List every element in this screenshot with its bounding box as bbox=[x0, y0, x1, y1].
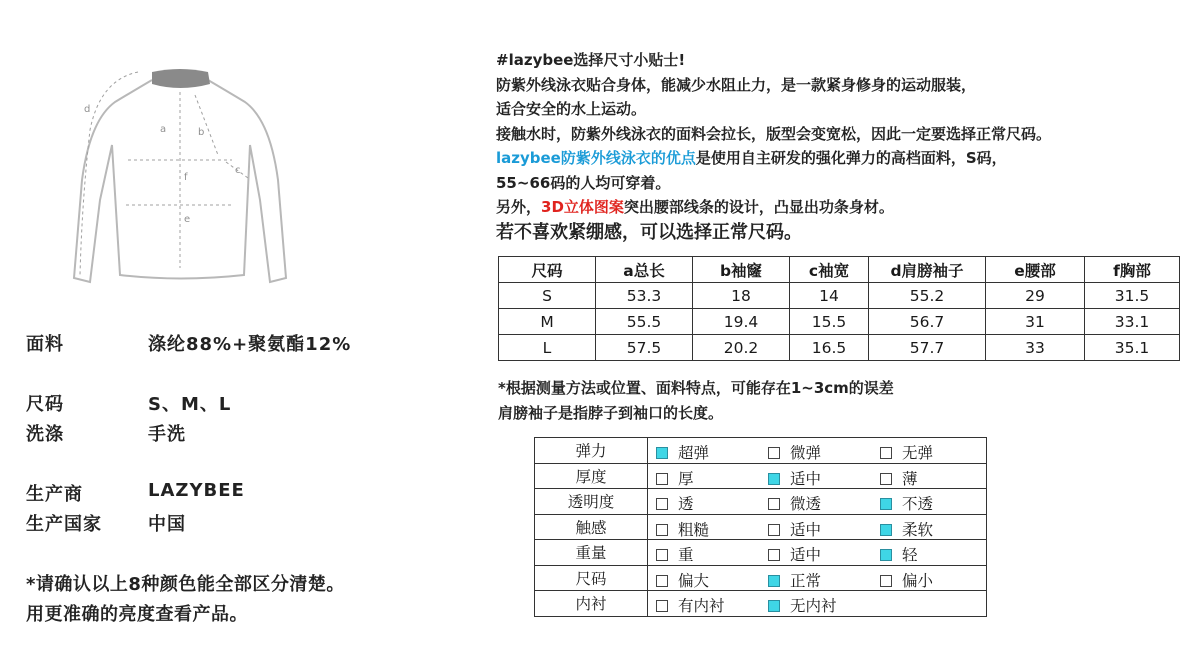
unchecked-box-icon[interactable] bbox=[656, 575, 668, 587]
feature-option-label: 偏小 bbox=[902, 571, 934, 590]
feature-label: 弹力 bbox=[535, 438, 648, 464]
feature-label: 厚度 bbox=[535, 463, 648, 489]
feature-option-label: 超弹 bbox=[678, 444, 710, 462]
spec-key: 生产商 bbox=[26, 484, 83, 505]
feature-options bbox=[648, 540, 987, 566]
spec-value: 手洗 bbox=[148, 424, 186, 445]
spec-value: LAZYBEE bbox=[148, 480, 245, 501]
header-cell: d肩膀袖子 bbox=[869, 257, 986, 283]
feature-option-label: 不透 bbox=[902, 495, 934, 513]
feature-option[interactable] bbox=[768, 518, 821, 540]
header-cell: a总长 bbox=[596, 257, 693, 283]
unchecked-box-icon[interactable] bbox=[656, 549, 668, 561]
label-a: a bbox=[160, 124, 167, 135]
feature-options bbox=[648, 565, 987, 591]
feature-option-label: 透 bbox=[678, 495, 694, 513]
header-cell: 尺码 bbox=[499, 257, 596, 283]
feature-option-label: 微弹 bbox=[790, 444, 822, 462]
checked-box-icon[interactable] bbox=[880, 524, 892, 536]
feature-option-label: 适中 bbox=[790, 520, 822, 539]
feature-options bbox=[648, 438, 987, 464]
tips-line bbox=[496, 195, 1051, 220]
footnotes bbox=[498, 376, 894, 426]
spec-key: 洗涤 bbox=[26, 424, 64, 445]
table-cell: 20.2 bbox=[693, 335, 790, 361]
tips-text: 突出腰部线条的设计，凸显出功条身材。 bbox=[623, 198, 894, 216]
table-cell: 18 bbox=[693, 283, 790, 309]
tips-highlight-blue: lazybee防紫外线泳衣的优点 bbox=[496, 149, 696, 167]
checked-box-icon[interactable] bbox=[880, 498, 892, 510]
feature-option-label: 正常 bbox=[790, 571, 822, 590]
feature-option[interactable] bbox=[768, 594, 837, 616]
table-cell: 33.1 bbox=[1085, 309, 1180, 335]
tips-line bbox=[496, 146, 1051, 171]
table-cell: 33 bbox=[986, 335, 1085, 361]
size-tips bbox=[496, 48, 1051, 246]
feature-options bbox=[648, 514, 987, 540]
feature-option[interactable] bbox=[656, 518, 709, 540]
feature-option[interactable] bbox=[880, 492, 933, 514]
collar-shape bbox=[152, 69, 210, 88]
feature-option[interactable] bbox=[880, 543, 918, 565]
feature-option[interactable] bbox=[768, 467, 821, 489]
header-cell: f胸部 bbox=[1085, 257, 1180, 283]
feature-option-label: 柔软 bbox=[902, 520, 934, 539]
tips-text: 另外， bbox=[496, 198, 542, 216]
table-cell: 16.5 bbox=[790, 335, 869, 361]
feature-options bbox=[648, 463, 987, 489]
feature-option-label: 适中 bbox=[790, 546, 822, 564]
label-b: b bbox=[198, 127, 205, 138]
feature-options bbox=[648, 489, 987, 515]
feature-row bbox=[535, 591, 987, 617]
feature-label: 透明度 bbox=[535, 489, 648, 515]
checked-box-icon[interactable] bbox=[768, 600, 780, 612]
table-cell: 56.7 bbox=[869, 309, 986, 335]
footnote: *根据测量方法或位置、面料特点，可能存在1~3cm的误差 bbox=[498, 379, 894, 397]
feature-label: 触感 bbox=[535, 514, 648, 540]
label-d: d bbox=[84, 104, 91, 115]
spec-key: 生产国家 bbox=[26, 514, 102, 535]
unchecked-box-icon[interactable] bbox=[656, 498, 668, 510]
feature-option[interactable] bbox=[768, 569, 821, 591]
feature-row bbox=[535, 463, 987, 489]
unchecked-box-icon[interactable] bbox=[880, 447, 892, 459]
tips-line: 适合安全的水上运动。 bbox=[496, 100, 647, 118]
label-e: e bbox=[184, 214, 191, 225]
feature-label: 重量 bbox=[535, 540, 648, 566]
feature-option[interactable] bbox=[768, 441, 821, 463]
spec-value: 中国 bbox=[148, 514, 186, 535]
spec-value: 涤纶88%+聚氨酯12% bbox=[148, 334, 352, 355]
header-cell: b袖窿 bbox=[693, 257, 790, 283]
table-row bbox=[499, 283, 1180, 309]
unchecked-box-icon[interactable] bbox=[880, 473, 892, 485]
feature-option[interactable] bbox=[656, 594, 725, 616]
unchecked-box-icon[interactable] bbox=[880, 575, 892, 587]
table-cell: 19.4 bbox=[693, 309, 790, 335]
unchecked-box-icon[interactable] bbox=[768, 524, 780, 536]
feature-option-label: 粗糙 bbox=[678, 520, 710, 539]
table-cell: 53.3 bbox=[596, 283, 693, 309]
feature-option[interactable] bbox=[656, 543, 694, 565]
unchecked-box-icon[interactable] bbox=[768, 447, 780, 459]
feature-option-label: 微透 bbox=[790, 495, 822, 513]
footnote: 肩膀袖子是指脖子到袖口的长度。 bbox=[498, 404, 724, 422]
table-cell: 57.7 bbox=[869, 335, 986, 361]
table-cell: 15.5 bbox=[790, 309, 869, 335]
feature-option-label: 厚 bbox=[678, 469, 694, 488]
table-row bbox=[499, 335, 1180, 361]
color-note-1: *请确认以上8种颜色能全部区分清楚。 bbox=[26, 574, 345, 595]
feature-table bbox=[534, 437, 987, 617]
color-note-2: 用更准确的亮度查看产品。 bbox=[26, 604, 248, 625]
feature-option[interactable] bbox=[880, 518, 933, 540]
feature-option-label: 有内衬 bbox=[678, 597, 725, 615]
feature-option-label: 重 bbox=[678, 546, 694, 564]
measurement-diagram bbox=[60, 50, 300, 300]
tips-text: 是使用自主研发的强化弹力的高档面料，S码， bbox=[695, 149, 1007, 167]
feature-option-label: 偏大 bbox=[678, 571, 710, 590]
feature-option[interactable] bbox=[656, 492, 694, 514]
tips-line: #lazybee选择尺寸小贴士! bbox=[496, 51, 686, 69]
header-cell: c袖宽 bbox=[790, 257, 869, 283]
feature-option-label: 适中 bbox=[790, 469, 822, 488]
feature-options bbox=[648, 591, 987, 617]
feature-option[interactable] bbox=[880, 441, 933, 463]
tips-highlight-red: 3D立体图案 bbox=[541, 198, 624, 216]
table-row bbox=[499, 309, 1180, 335]
table-cell: 55.5 bbox=[596, 309, 693, 335]
feature-label: 尺码 bbox=[535, 565, 648, 591]
feature-option-label: 无弹 bbox=[902, 444, 934, 462]
feature-option-label: 薄 bbox=[902, 469, 918, 488]
checked-box-icon[interactable] bbox=[880, 549, 892, 561]
feature-option-label: 轻 bbox=[902, 546, 918, 564]
size-table bbox=[498, 256, 1180, 361]
feature-row bbox=[535, 565, 987, 591]
table-cell: L bbox=[499, 335, 596, 361]
checked-box-icon[interactable] bbox=[656, 447, 668, 459]
size-table-header bbox=[499, 257, 1180, 283]
unchecked-box-icon[interactable] bbox=[656, 600, 668, 612]
tips-line: 接触水时，防紫外线泳衣的面料会拉长，版型会变宽松，因此一定要选择正常尺码。 bbox=[496, 124, 1052, 143]
table-cell: 31.5 bbox=[1085, 283, 1180, 309]
spec-key: 面料 bbox=[26, 334, 64, 355]
feature-label: 内衬 bbox=[535, 591, 648, 617]
feature-option[interactable] bbox=[880, 569, 933, 591]
table-cell: 29 bbox=[986, 283, 1085, 309]
feature-row bbox=[535, 438, 987, 464]
feature-option[interactable] bbox=[656, 569, 709, 591]
feature-row bbox=[535, 514, 987, 540]
tips-line: 防紫外线泳衣贴合身体，能减少水阻止力，是一款紧身修身的运动服装， bbox=[496, 75, 977, 94]
unchecked-box-icon[interactable] bbox=[768, 498, 780, 510]
table-cell: 35.1 bbox=[1085, 335, 1180, 361]
feature-option[interactable] bbox=[768, 492, 821, 514]
feature-row bbox=[535, 489, 987, 515]
spec-value: S、M、L bbox=[148, 394, 232, 415]
table-cell: M bbox=[499, 309, 596, 335]
label-f: f bbox=[184, 172, 188, 183]
tips-line: 若不喜欢紧绷感，可以选择正常尺码。 bbox=[496, 221, 802, 243]
feature-option[interactable] bbox=[768, 543, 821, 565]
table-cell: 31 bbox=[986, 309, 1085, 335]
feature-row bbox=[535, 540, 987, 566]
header-cell: e腰部 bbox=[986, 257, 1085, 283]
unchecked-box-icon[interactable] bbox=[656, 524, 668, 536]
table-cell: 57.5 bbox=[596, 335, 693, 361]
checked-box-icon[interactable] bbox=[768, 575, 780, 587]
spec-key: 尺码 bbox=[26, 394, 64, 415]
unchecked-box-icon[interactable] bbox=[768, 549, 780, 561]
checked-box-icon[interactable] bbox=[768, 473, 780, 485]
table-cell: S bbox=[499, 283, 596, 309]
feature-option[interactable] bbox=[656, 441, 709, 463]
feature-option[interactable] bbox=[656, 467, 694, 489]
table-cell: 14 bbox=[790, 283, 869, 309]
unchecked-box-icon[interactable] bbox=[656, 473, 668, 485]
tips-line: 55~66码的人均可穿着。 bbox=[496, 173, 671, 192]
table-cell: 55.2 bbox=[869, 283, 986, 309]
feature-option[interactable] bbox=[880, 467, 918, 489]
feature-option-label: 无内衬 bbox=[790, 597, 837, 615]
label-c: c bbox=[235, 165, 241, 176]
